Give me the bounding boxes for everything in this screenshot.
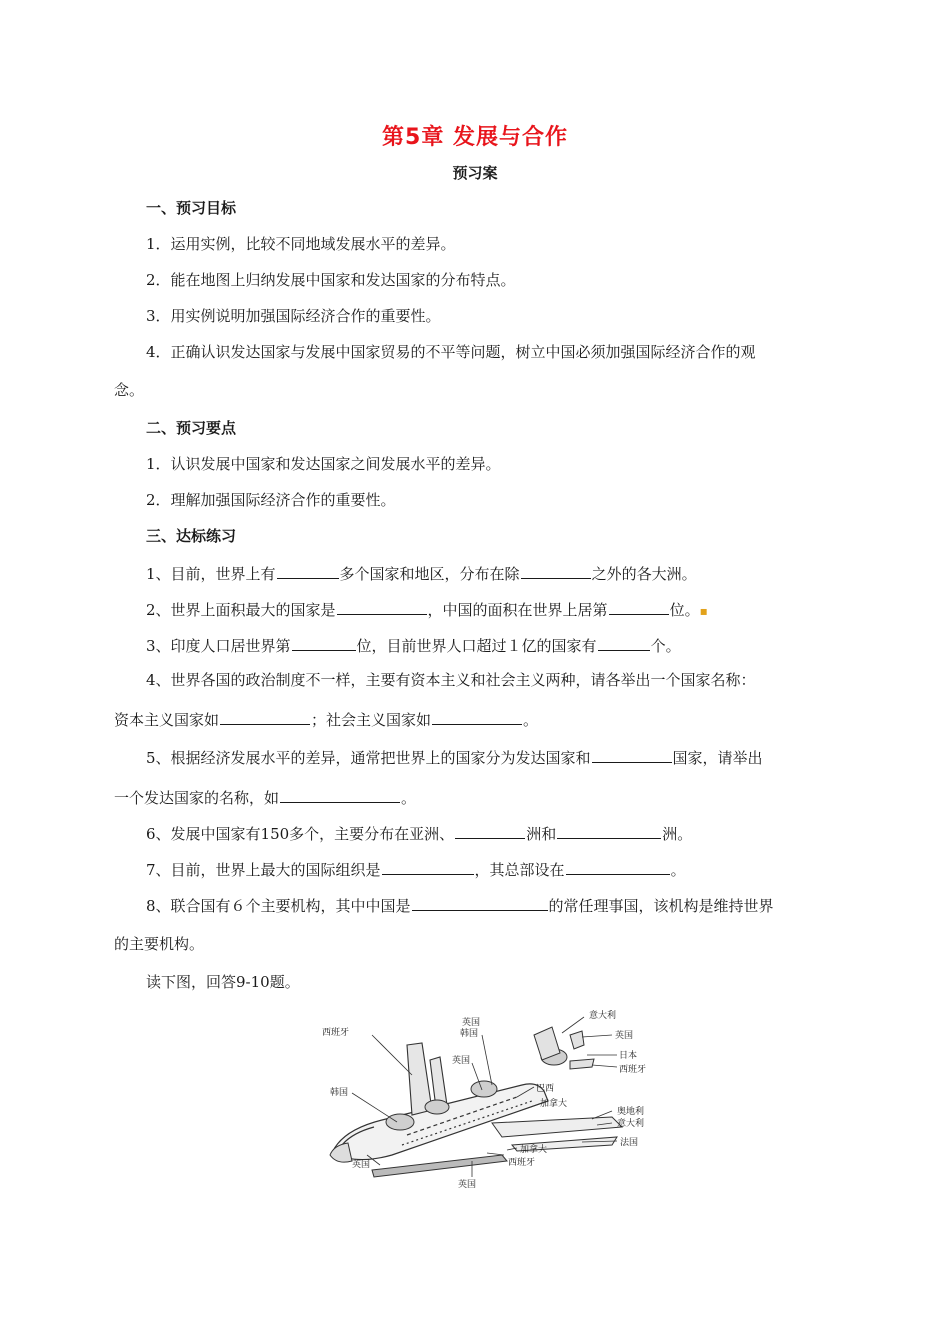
q7-text-a: 7、目前，世界上最大的国际组织是 (146, 861, 381, 879)
q4-text-c: 。 (523, 711, 539, 729)
goal-item-3: 3．用实例说明加强国际经济合作的重要性。 (146, 307, 441, 325)
q2-text-b: ，中国的面积在世界上居第 (427, 601, 608, 619)
q8-blank-1[interactable] (412, 894, 548, 911)
q6-text-b: 洲和 (526, 825, 557, 843)
q6-text-c: 洲。 (662, 825, 693, 843)
section-heading-exercises: 三、达标练习 (146, 527, 237, 545)
q7-blank-1[interactable] (382, 858, 474, 875)
keypoint-item-1: 1．认识发展中国家和发达国家之间发展水平的差异。 (146, 455, 501, 473)
q1-text-c: 之外的各大洲。 (591, 565, 697, 583)
question-2 (146, 598, 708, 621)
label-canada-1: 加拿大 (540, 1099, 568, 1109)
q1-text-b: 多个国家和地区，分布在除 (339, 565, 520, 583)
label-uk-3: 英国 (452, 1056, 471, 1066)
label-korea-1: 韩国 (460, 1029, 479, 1039)
question-5 (146, 746, 763, 768)
question-7 (146, 858, 686, 880)
goal-item-1: 1．运用实例，比较不同地域发展水平的差异。 (146, 235, 456, 253)
q3-text-c: 个。 (650, 637, 681, 655)
goal-item-4-cont: 念。 (114, 381, 145, 399)
q4-text-b: ；社会主义国家如 (311, 711, 432, 729)
label-spain-3: 西班牙 (322, 1028, 350, 1038)
q6-blank-2[interactable] (557, 822, 661, 839)
q7-blank-2[interactable] (566, 858, 670, 875)
q8-text-b: 的常任理事国，该机构是维持世界 (548, 897, 774, 915)
label-italy-1: 意大利 (589, 1011, 617, 1021)
figure-instruction: 读下图，回答9-10题。 (146, 973, 300, 991)
q6-blank-1[interactable] (455, 822, 525, 839)
q2-blank-1[interactable] (337, 598, 427, 615)
q5-text-a: 5、根据经济发展水平的差异，通常把世界上的国家分为发达国家和 (146, 749, 591, 767)
q3-text-a: 3、印度人口居世界第 (146, 637, 291, 655)
question-4-cont (114, 708, 538, 730)
q5-text-b: 国家，请举出 (672, 749, 763, 767)
label-japan: 日本 (619, 1051, 638, 1061)
label-austria: 奥地利 (617, 1107, 645, 1117)
q1-blank-2[interactable] (521, 562, 591, 579)
goal-item-2: 2．能在地图上归纳发展中国家和发达国家的分布特点。 (146, 271, 516, 289)
page-title: 第5章 发展与合作 (382, 125, 568, 150)
q2-text-c: 位。 (669, 601, 700, 619)
label-brazil: 巴西 (536, 1084, 555, 1094)
airplane-parts-figure (312, 1005, 662, 1195)
keypoint-item-2: 2．理解加强国际经济合作的重要性。 (146, 491, 396, 509)
q4-blank-2[interactable] (432, 708, 522, 725)
question-1 (146, 562, 697, 584)
question-4: 4、世界各国的政治制度不一样，主要有资本主义和社会主义两种，请各举出一个国家名称： (146, 671, 756, 689)
question-6 (146, 822, 692, 844)
label-uk-1: 英国 (615, 1031, 634, 1041)
q3-blank-2[interactable] (598, 634, 650, 651)
label-spain-2: 西班牙 (508, 1158, 536, 1168)
label-uk-2: 英国 (462, 1018, 481, 1028)
airplane-nose-icon (330, 1143, 352, 1162)
question-8-cont: 的主要机构。 (114, 935, 205, 953)
question-5-cont (114, 786, 416, 808)
q3-blank-1[interactable] (292, 634, 356, 651)
highlight-mark-icon: ▪ (699, 604, 708, 618)
q5-text-c: 一个发达国家的名称，如 (114, 789, 280, 807)
label-france: 法国 (620, 1138, 639, 1148)
label-uk-4: 英国 (458, 1180, 477, 1190)
section-heading-goals: 一、预习目标 (146, 199, 237, 217)
q7-text-c: 。 (670, 861, 686, 879)
goal-item-4: 4．正确认识发达国家与发展中国家贸易的不平等问题，树立中国必须加强国际经济合作的观 (146, 343, 756, 361)
q5-blank-1[interactable] (592, 746, 672, 763)
label-uk-5: 英国 (352, 1160, 371, 1170)
label-italy-2: 意大利 (617, 1119, 645, 1129)
q2-blank-2[interactable] (609, 598, 669, 615)
q1-blank-1[interactable] (277, 562, 339, 579)
label-canada-2: 加拿大 (520, 1145, 548, 1155)
page-subtitle: 预习案 (452, 164, 498, 182)
question-8 (146, 894, 774, 916)
label-spain-1: 西班牙 (619, 1065, 647, 1075)
section-heading-keypoints: 二、预习要点 (146, 419, 237, 437)
q6-text-a: 6、发展中国家有150多个，主要分布在亚洲、 (146, 825, 455, 843)
q7-text-b: ，其总部设在 (474, 861, 565, 879)
q5-blank-2[interactable] (280, 786, 400, 803)
q5-text-d: 。 (401, 789, 417, 807)
q2-text-a: 2、世界上面积最大的国家是 (146, 601, 336, 619)
label-korea-2: 韩国 (330, 1088, 349, 1098)
q8-text-a: 8、联合国有６个主要机构，其中中国是 (146, 897, 411, 915)
q1-text-a: 1、目前，世界上有 (146, 565, 276, 583)
question-3 (146, 634, 681, 656)
q4-blank-1[interactable] (220, 708, 310, 725)
q4-text-a: 资本主义国家如 (114, 711, 220, 729)
q3-text-b: 位，目前世界人口超过１亿的国家有 (356, 637, 597, 655)
